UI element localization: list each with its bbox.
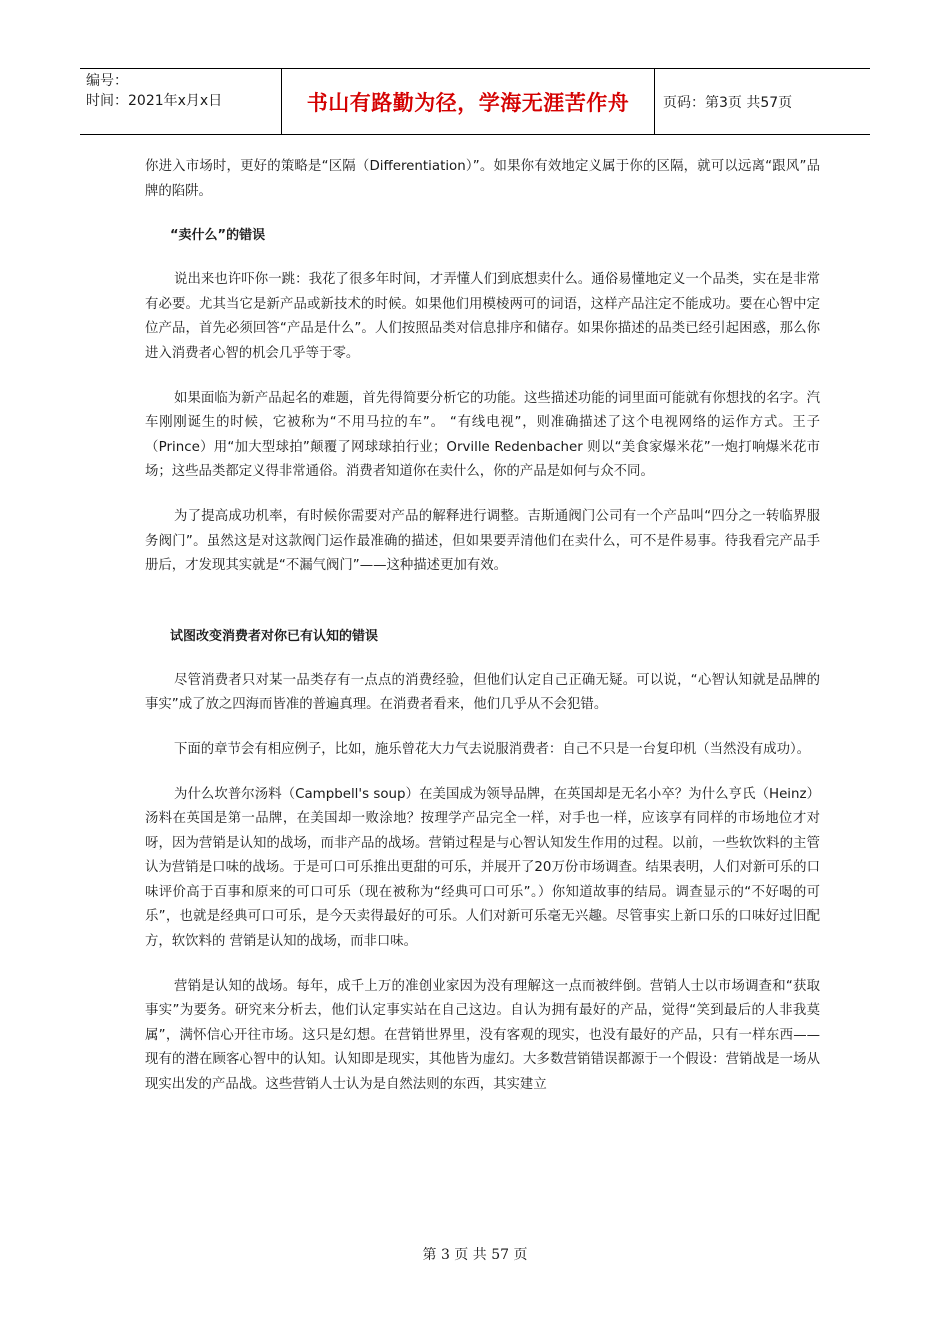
serial-label: 编号： xyxy=(86,73,128,89)
header-motto-cell xyxy=(282,69,655,134)
page-footer: 第 3 页 共 57 页 xyxy=(422,1247,528,1263)
header-meta xyxy=(80,69,282,134)
paragraph: 营销是认知的战场。每年，成千上万的准创业家因为没有理解这一点而被绊倒。营销人士以市场调查和“获取事实”为要务。研究来分析去，他们认定事实站在自己这边。自认为拥有最好的产品，觉得“笑到最后的人非我莫属”，满怀信心开往市场。这只是幻想。在营销世界里，没有客观的现实，也没有最好的产品，只有一样东西——现有的潜在顾客心智中的认知。认知即是现实，其他皆为虚幻。大多数营销错误都源于一个假设：营销战是一场从现实出发的产品战。这些营销人士认为是自然法则的东西，其实建立 xyxy=(145,978,820,1093)
paragraph: 说出来也许吓你一跳：我花了很多年时间，才弄懂人们到底想卖什么。通俗易懂地定义一个品类，实在是非常有必要。尤其当它是新产品或新技术的时候。如果他们用模棱两可的词语，这样产品注定不能成功。要在心智中定位产品，首先必须回答“产品是什么”。人们按照品类对信息排序和储存。如果你描述的品类已经引起困惑，那么你进入消费者心智的机会几乎等于零。 xyxy=(145,272,820,361)
paragraph: 尽管消费者只对某一品类存有一点点的消费经验，但他们认定自己正确无疑。可以说，“心智认知就是品牌的事实”成了放之四海而皆准的普遍真理。在消费者看来，他们几乎从不会犯错。 xyxy=(145,672,820,713)
paragraph: 为了提高成功机率，有时候你需要对产品的解释进行调整。吉斯通阀门公司有一个产品叫“四分之一转临界服务阀门”。虽然这是对这款阀门运作最准确的描述，但如果要弄清他们在卖什么，可不是件易事。待我看完产品手册后，才发现其实就是“不漏气阀门”——这种描述更加有效。 xyxy=(145,508,820,574)
section-gap xyxy=(145,599,820,625)
intro-paragraph: 你进入市场时，更好的策略是“区隔（Differentiation）”。如果你有效地定义属于你的区隔，就可以远离“跟风”品牌的陷阱。 xyxy=(145,159,820,199)
page-info-text: 页码：第3页 共57页 xyxy=(663,94,793,111)
document-body xyxy=(145,155,820,1118)
paragraph: 为什么坎普尔汤料（Campbell's soup）在美国成为领导品牌，在英国却是无名小卒？为什么亨氏（Heinz）汤料在英国是第一品牌，在美国却一败涂地？按理学产品完全一样，对手也一样，应该享有同样的市场地位才对呀，因为营销是认知的战场，而非产品的战场。营销过程是与心智认知发生作用的过程。以前，一些软饮料的主管认为营销是口味的战场。于是可口可乐推出更甜的可乐，并展开了20万份市场调查。结果表明，人们对新可乐的口味评价高于百事和原来的可口可乐（现在被称为“经典可口可乐”。）你知道故事的结局。调查显示的“不好喝的可乐”，也就是经典可口可乐，是今天卖得最好的可乐。人们对新可乐毫无兴趣。尽管事实上新口乐的口味好过旧配方，软饮料的 营销是认知的战场，而非口味。 xyxy=(145,786,820,950)
page-header xyxy=(80,68,870,135)
section-heading-perception: 试图改变消费者对你已有认知的错误 xyxy=(170,628,379,644)
header-page-info xyxy=(655,69,870,134)
motto-text: 书山有路勤为径，学海无涯苦作舟 xyxy=(306,90,630,115)
paragraph: 如果面临为新产品起名的难题，首先得简要分析它的功能。这些描述功能的词里面可能就有你想找的名字。汽车刚刚诞生的时候，它被称为“不用马拉的车”。 “有线电视”，则准确描述了这个电视网络的运作方式。王子（Prince）用“加大型球拍”颠覆了网球球拍行业；Orville Redenbacher 则以“美食家爆米花”一炮打响爆米花市场；这些品类都定义得非常通俗。消费者知道你在卖什么，你的产品是如何与众不同。 xyxy=(145,390,820,480)
section-heading-what-to-sell: “卖什么”的错误 xyxy=(170,228,266,244)
time-label: 时间：2021年x月x日 xyxy=(86,93,223,109)
paragraph: 下面的章节会有相应例子，比如，施乐曾花大力气去说服消费者：自己不只是一台复印机（当然没有成功）。 xyxy=(174,741,811,757)
